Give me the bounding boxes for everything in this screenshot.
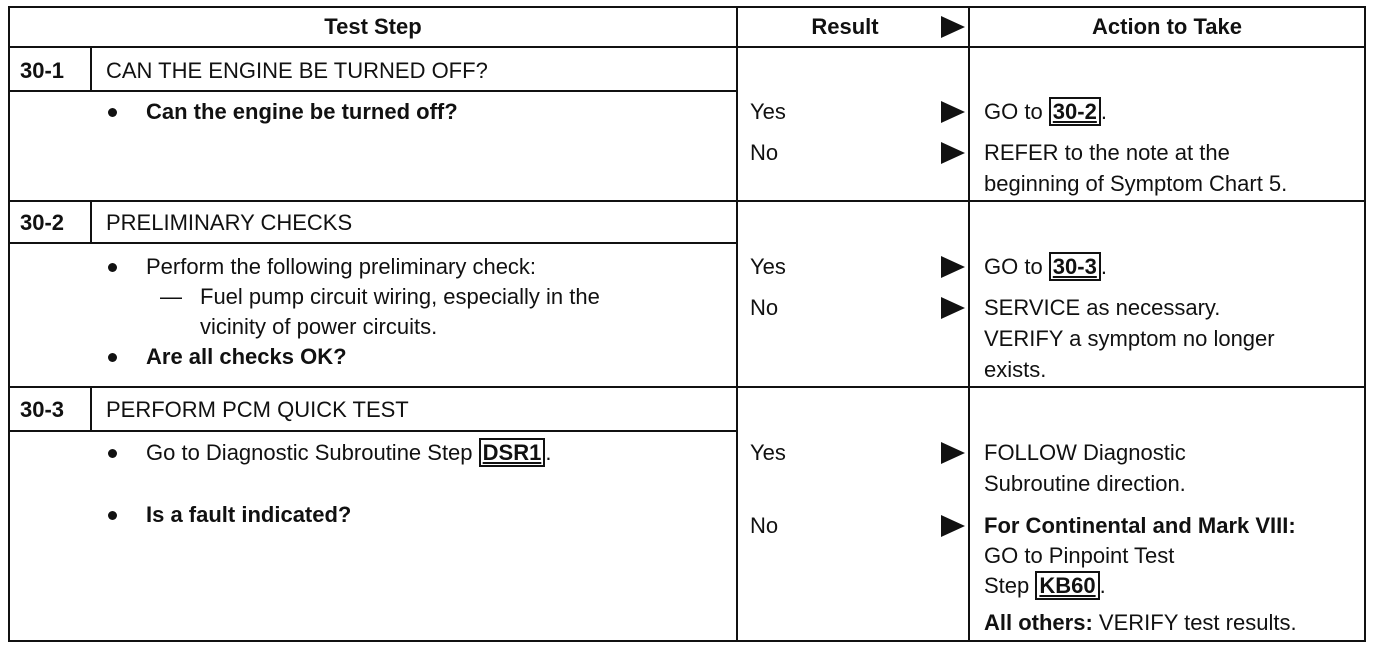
- action-prefix: Step: [984, 573, 1036, 598]
- step-number: 30-2: [20, 210, 65, 235]
- row-separator-2: [8, 386, 1366, 388]
- arrow-icon: [941, 515, 965, 537]
- sub-instruction: Fuel pump circuit wiring, especially in the: [200, 284, 600, 309]
- action-text: [984, 97, 1107, 127]
- action-suffix: .: [1099, 573, 1106, 598]
- result-no: No: [750, 295, 779, 320]
- step-instruction: [146, 438, 551, 468]
- result-yes: Yes: [750, 254, 786, 279]
- action-text: Subroutine direction.: [984, 471, 1186, 496]
- action-text: REFER to the note at the: [984, 140, 1230, 165]
- action-text: SERVICE as necessary.: [984, 295, 1221, 320]
- header-bottom-border: [8, 46, 1366, 48]
- step-question: Can the engine be turned off?: [146, 99, 458, 124]
- action-text: VERIFY a symptom no longer: [984, 326, 1275, 351]
- action-text: FOLLOW Diagnostic: [984, 440, 1186, 465]
- bullet-icon: [108, 263, 117, 272]
- step-reference-link[interactable]: KB60: [1035, 571, 1099, 600]
- step-30-3-title-bottom: [8, 430, 738, 432]
- table-right-border: [1364, 6, 1366, 642]
- arrow-icon: [941, 256, 965, 278]
- table-bottom-border: [8, 640, 1366, 642]
- step-30-1-title-bottom: [8, 90, 738, 92]
- step-30-2-number-divider: [90, 200, 92, 244]
- header-test-step: Test Step: [324, 14, 422, 39]
- action-suffix: .: [1100, 254, 1107, 279]
- action-column-left-border: [968, 6, 970, 642]
- table-top-border: [8, 6, 1366, 8]
- step-question: Are all checks OK?: [146, 344, 347, 369]
- action-prefix: GO to: [984, 99, 1049, 124]
- result-column-left-border: [736, 6, 738, 642]
- bullet-icon: [108, 353, 117, 362]
- step-reference-link[interactable]: 30-2: [1049, 97, 1101, 126]
- action-text: GO to Pinpoint Test: [984, 543, 1175, 568]
- result-no: No: [750, 140, 779, 165]
- step-title: CAN THE ENGINE BE TURNED OFF?: [106, 58, 488, 83]
- action-prefix: GO to: [984, 254, 1049, 279]
- dash-icon: —: [160, 284, 182, 309]
- action-text: [984, 571, 1106, 601]
- instruction-suffix: .: [545, 440, 552, 465]
- action-text: [984, 608, 1297, 638]
- action-rest: VERIFY test results.: [1092, 610, 1297, 635]
- bullet-icon: [108, 108, 117, 117]
- action-text: exists.: [984, 357, 1047, 382]
- step-reference-link[interactable]: 30-3: [1049, 252, 1101, 281]
- header-result: Result: [811, 14, 879, 39]
- sub-instruction: vicinity of power circuits.: [200, 314, 438, 339]
- table-left-border: [8, 6, 10, 642]
- action-text: beginning of Symptom Chart 5.: [984, 171, 1288, 196]
- header-arrow-icon: [941, 16, 965, 38]
- step-30-1-number-divider: [90, 46, 92, 92]
- instruction-prefix: Go to Diagnostic Subroutine Step: [146, 440, 479, 465]
- result-no: No: [750, 513, 779, 538]
- step-number: 30-1: [20, 58, 65, 83]
- arrow-icon: [941, 142, 965, 164]
- step-title: PRELIMINARY CHECKS: [106, 210, 353, 235]
- action-suffix: .: [1100, 99, 1107, 124]
- action-text: [984, 252, 1107, 282]
- step-30-2-title-bottom: [8, 242, 738, 244]
- header-action: Action to Take: [1092, 14, 1242, 39]
- step-number: 30-3: [20, 397, 65, 422]
- row-separator-1: [8, 200, 1366, 202]
- arrow-icon: [941, 442, 965, 464]
- step-30-3-number-divider: [90, 386, 92, 432]
- result-yes: Yes: [750, 99, 786, 124]
- action-bold-label: All others:: [984, 610, 1093, 635]
- arrow-icon: [941, 101, 965, 123]
- bullet-icon: [108, 511, 117, 520]
- action-text-bold: For Continental and Mark VIII:: [984, 513, 1296, 538]
- bullet-icon: [108, 449, 117, 458]
- result-yes: Yes: [750, 440, 786, 465]
- step-question: Is a fault indicated?: [146, 502, 352, 527]
- step-reference-link[interactable]: DSR1: [479, 438, 546, 467]
- step-title: PERFORM PCM QUICK TEST: [106, 397, 409, 422]
- step-instruction: Perform the following preliminary check:: [146, 254, 537, 279]
- arrow-icon: [941, 297, 965, 319]
